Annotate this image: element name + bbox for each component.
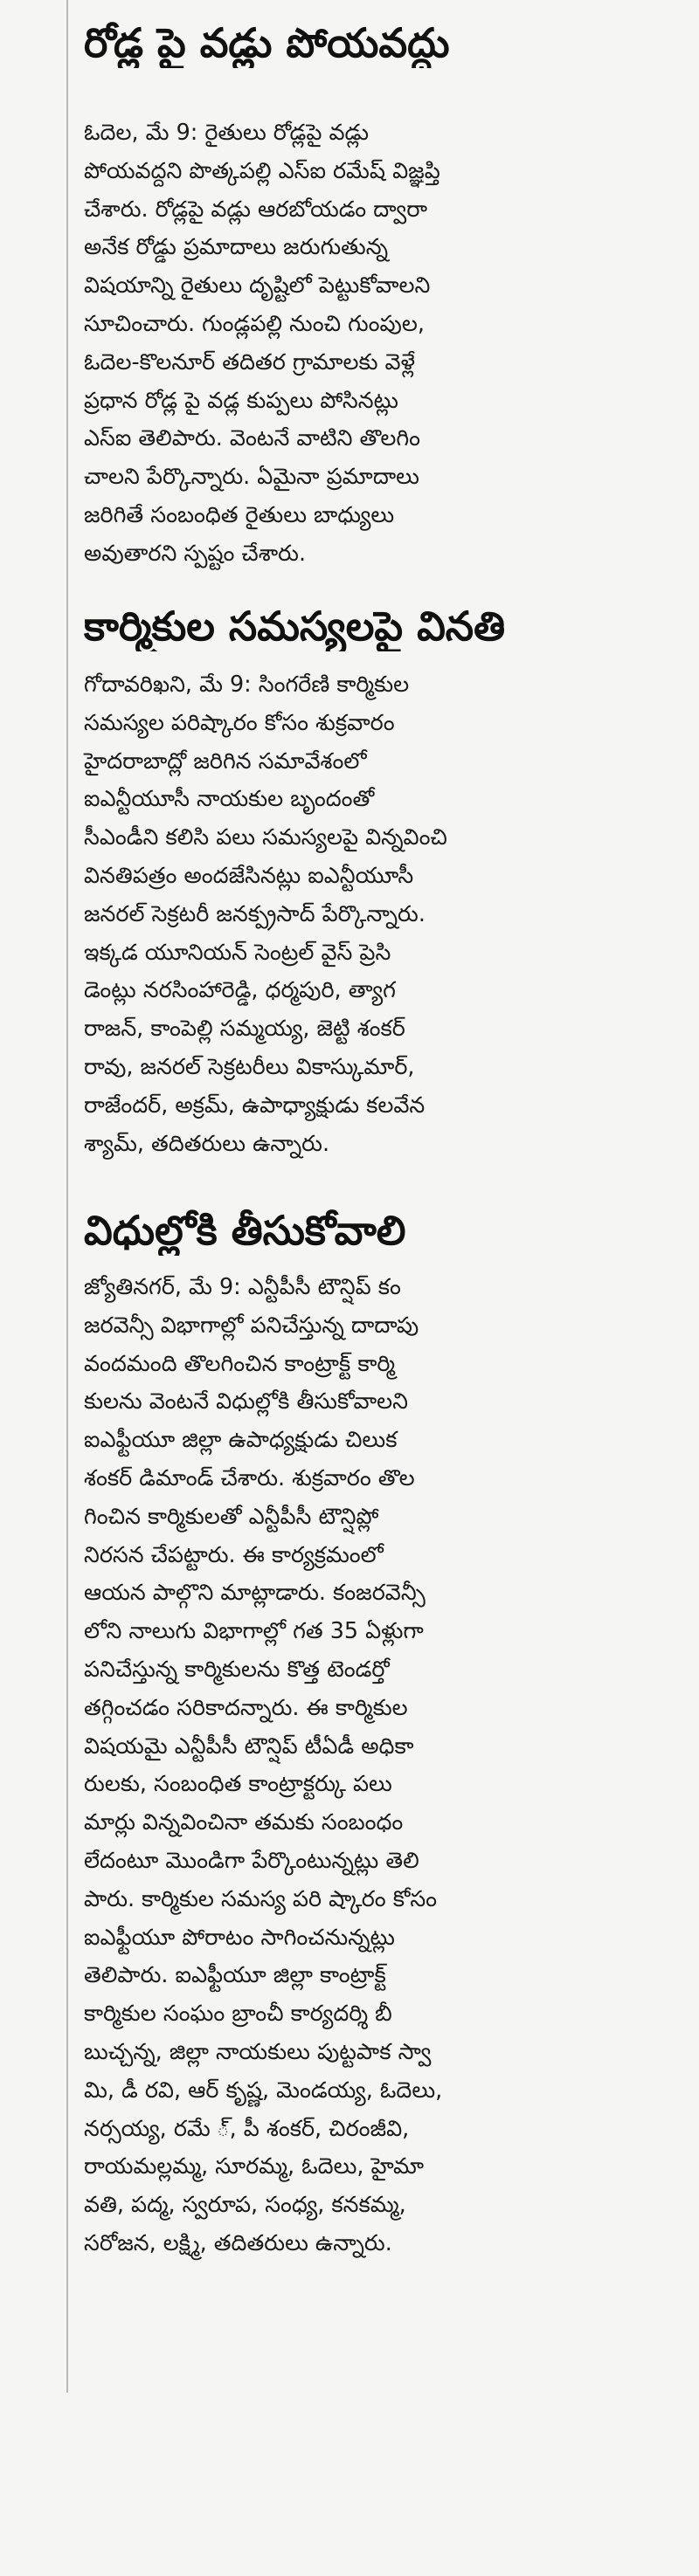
article-workers-petition (84, 601, 678, 1162)
article-headline: కార్మికుల సమస్యలపై వినతి (84, 603, 506, 650)
article-body: ఓదెల, మే 9: రైతులు రోడ్లపై వడ్లు పోయవద్దని పొత్కపల్లి ఎస్ఐ రమేష్ విజ్ఞప్తి చేశారు. రోడ్లపై వడ్లు ఆరబోయడం ద్వారా అనేక రోడ్డు ప్రమాదాలు జరుగుతున్న విషయాన్ని రైతులు దృష్టిలో పెట్టుకోవాలని సూచించారు. గుండ్లపల్లి నుంచి గుంపుల, ఓదెల-కొలనూర్ తదితర గ్రామాలకు వెళ్లే ప్రధాన రోడ్ల పై వడ్ల కుప్పలు పోసినట్లు ఎస్ఐ తెలిపారు. వెంటనే వాటిని తొలగిం చాలని పేర్కొన్నారు. ఏమైనా ప్రమాదాలు జరిగితే సంబంధిత రైతులు బాధ్యులు అవుతారని స్పష్టం చేశారు. (84, 119, 440, 566)
article-headline: రోడ్ల పై వడ్లు పోయవద్దు (84, 19, 450, 66)
column-rule (66, 0, 68, 2393)
article-reinstate-workers (84, 1205, 678, 2263)
article-body: గోదావరిఖని, మే 9: సింగరేణి కార్మికుల సమస్యల పరిష్కారం కోసం శుక్రవారం హైదరాబాద్లో జరిగిన సమావేశంలో ఐఎన్టీయూసీ నాయకుల బృందంతో సీఎండీని కలిసి పలు సమస్యలపై విన్నవించి వినతిపత్రం అందజేసినట్లు ఐఎన్టీయూసీ జనరల్ సెక్రటరీ జనక్ప్రసాద్ పేర్కొన్నారు. ఇక్కడ యూనియన్ సెంట్రల్ వైస్ ప్రెసి డెంట్లు నరసింహారెడ్డి, ధర్మపురి, త్యాగ రాజన్, కాంపెల్లి సమ్మయ్య, జెట్టి శంకర్ రావు, జనరల్ సెక్రటరీలు వికాస్కుమార్, రాజేందర్, అక్రమ్, ఉపాధ్యాక్షుడు కలవేన శ్యామ్, తదితరులు ఉన్నారు. (84, 671, 447, 1156)
article-body: జ్యోతినగర్, మే 9: ఎన్టీపీసీ టౌన్షిప్ కం జరవెన్సీ విభాగాల్లో పనిచేస్తున్న దాదాపు వందమంది తొలగించిన కాంట్రాక్ట్ కార్మి కులను వెంటనే విధుల్లోకి తీసుకోవాలని ఐఎఫ్టీయూ జిల్లా ఉపాధ్యక్షుడు చిలుక శంకర్ డిమాండ్ చేశారు. శుక్రవారం తొల గించిన కార్మికులతో ఎన్టీపీసీ టౌన్షిప్లో నిరసన చేపట్టారు. ఈ కార్యక్రమంలో ఆయన పాల్గొని మాట్లాడారు. కంజరవెన్సీ లోని నాలుగు విభాగాల్లో గత 35 ఏళ్లుగా పనిచేస్తున్న కార్మికులను కొత్త టెండర్తో తగ్గించడం సరికాదన్నారు. ఈ కార్మికుల విషయమై ఎన్టీపీసీ టౌన్షిప్ టీఏడీ అధికా రులకు, సంబంధిత కాంట్రాక్టర్కు పలు మార్లు విన్నవించినా తమకు సంబంధం లేదంటూ మొండిగా పేర్కొంటున్నట్లు తెలి పారు. కార్మికుల సమస్య పరి ష్కారం కోసం ఐఎఫ్టీయూ పోరాటం సాగించనున్నట్లు తెలిపారు. ఐఎఫ్టీయూ జిల్లా కాంట్రాక్ట్ కార్మికుల సంఘం బ్రాంచీ కార్యదర్శి బీ బుచ్చన్న, జిల్లా నాయకులు పుట్టపాక స్వా మి, డీ రవి, ఆర్ కృష్ణ, మెండయ్య, ఓదెలు, నర్సయ్య, రమే ్, పీ శంకర్, చిరంజీవి, రాయమల్లమ్మ, సూరమ్మ, ఓదెలు, హైమా వతి, పద్మ, స్వరూప, సంధ్య, కనకమ్మ, సరోజన, లక్ష్మి, తదితరులు ఉన్నారు. (84, 1273, 443, 2256)
article-headline: విధుల్లోకి తీసుకోవాలి (84, 1207, 406, 1254)
article-roads-paddy (84, 17, 678, 573)
